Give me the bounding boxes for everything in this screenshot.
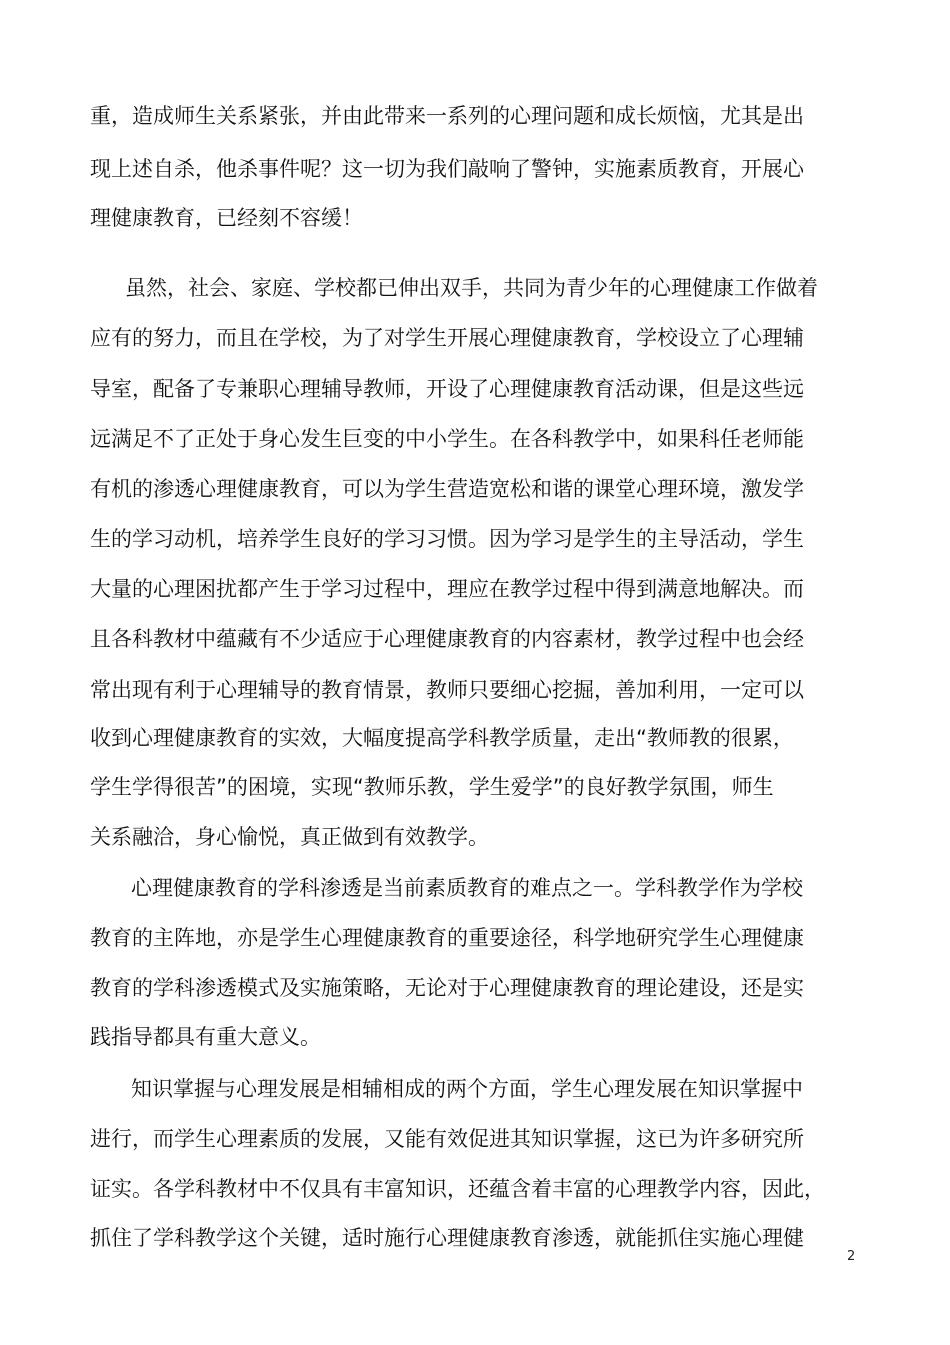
page-number: 2 <box>847 1249 856 1264</box>
paragraph-4-line-2: 进行，而学生心理素质的发展，又能有效促进其知识掌握，这已为许多研究所 <box>90 1127 804 1151</box>
paragraph-3-line-4: 践指导都具有重大意义。 <box>90 1025 321 1049</box>
paragraph-2-line-8: 且各科教材中蕴藏有不少适应于心理健康教育的内容素材，教学过程中也会经 <box>90 627 804 651</box>
paragraph-2-line-7: 大量的心理困扰都产生于学习过程中，理应在教学过程中得到满意地解决。而 <box>90 577 804 601</box>
paragraph-2-line-3: 导室，配备了专兼职心理辅导教师，开设了心理健康教育活动课，但是这些远 <box>90 377 804 401</box>
paragraph-2-line-1: 虽然，社会、家庭、学校都已伸出双手，共同为青少年的心理健康工作做着 <box>125 276 818 300</box>
paragraph-4-line-1: 知识掌握与心理发展是相辅相成的两个方面，学生心理发展在知识掌握中 <box>131 1077 803 1101</box>
paragraph-3-line-2: 教育的主阵地，亦是学生心理健康教育的重要途径，科学地研究学生心理健康 <box>90 926 804 950</box>
paragraph-4-line-3: 证实。各学科教材中不仅具有丰富知识，还蕴含着丰富的心理教学内容，因此， <box>90 1177 825 1201</box>
paragraph-2-line-5: 有机的渗透心理健康教育，可以为学生营造宽松和谐的课堂心理环境，激发学 <box>90 477 804 501</box>
paragraph-3-line-3: 教育的学科渗透模式及实施策略，无论对于心理健康教育的理论建设，还是实 <box>90 976 804 1000</box>
paragraph-2-line-2: 应有的努力，而且在学校，为了对学生开展心理健康教育，学校设立了心理辅 <box>90 326 804 350</box>
paragraph-2-line-10: 收到心理健康教育的实效，大幅度提高学科教学质量，走出“教师教的很累， <box>90 726 794 750</box>
paragraph-1-line-2: 现上述自杀，他杀事件呢？这一切为我们敲响了警钟，实施素质教育，开展心 <box>90 157 804 181</box>
paragraph-3-line-1: 心理健康教育的学科渗透是当前素质教育的难点之一。学科教学作为学校 <box>131 876 803 900</box>
paragraph-2-line-11: 学生学得很苦”的困境，实现“教师乐教，学生爱学”的良好教学氛围，师生 <box>90 775 774 799</box>
paragraph-1-line-1: 重，造成师生关系紧张，并由此带来一系列的心理问题和成长烦恼，尤其是出 <box>90 104 804 128</box>
paragraph-2-line-4: 远满足不了正处于身心发生巨变的中小学生。在各科教学中，如果科任老师能 <box>90 427 804 451</box>
paragraph-2-line-12: 关系融洽，身心愉悦，真正做到有效教学。 <box>90 825 489 849</box>
paragraph-4-line-4: 抓住了学科教学这个关键，适时施行心理健康教育渗透，就能抓住实施心理健 <box>90 1226 804 1250</box>
paragraph-2-line-6: 生的学习动机，培养学生良好的学习习惯。因为学习是学生的主导活动，学生 <box>90 527 804 551</box>
paragraph-2-line-9: 常出现有利于心理辅导的教育情景，教师只要细心挖掘，善加利用，一定可以 <box>90 678 804 702</box>
paragraph-1-line-3: 理健康教育，已经刻不容缓！ <box>90 206 363 230</box>
